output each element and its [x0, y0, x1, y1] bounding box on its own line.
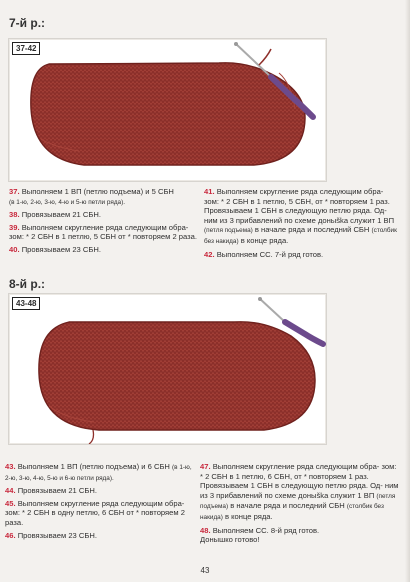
- section-title-row-8: 8-й р.:: [9, 277, 46, 291]
- page-spine-shadow: [405, 0, 410, 582]
- finish-note: Донышко готово!: [200, 535, 260, 545]
- step-40: 40. Провязываем 23 СБН.: [9, 244, 101, 254]
- step-37: 37. Выполняем 1 ВП (петлю подъема) и 5 СБН (в 1-ю, 2-ю, 3-ю, 4-ю и 5-ю петли ряда).: [9, 187, 174, 206]
- step-45: 45. Выполняем скругление ряда следующим обра- зом: * 2 СБН в одну петлю, 6 СБН от * повторяем 2 раза.: [5, 498, 185, 527]
- page-number: 43: [200, 566, 210, 575]
- step-48: 48. Выполняем СС. 8-й ряд готов. Донышко готово!: [200, 525, 320, 545]
- crochet-sole-image: [9, 39, 326, 181]
- step-46: 46. Провязываем 23 СБН.: [5, 530, 97, 540]
- instructions-left-row-7: [9, 187, 199, 258]
- instructions-right-row-7: [204, 187, 400, 262]
- instructions-left-row-8: [5, 462, 197, 543]
- step-43: 43. Выполняем 1 ВП (петлю подъема) и 6 СБН (в 1-ю, 2-ю, 3-ю, 4-ю, 5-ю и 6-ю петли ряда).: [5, 462, 192, 482]
- photo-row-8: [8, 293, 327, 445]
- step-44: 44. Провязываем 21 СБН.: [5, 486, 97, 496]
- photo-label: 37-42: [12, 42, 40, 55]
- photo-row-7: [8, 38, 327, 182]
- photo-label: 43-48: [12, 297, 40, 310]
- section-title-row-7: 7-й р.:: [9, 16, 46, 30]
- step-47: 47. Выполняем скругление ряда следующим обра- зом: * 2 СБН в 1 петлю, 6 СБН, от * повторяем 1 раз. Провязываем 1 СБН в следующую петлю ряда. Од- ним из 3 прибавлений по схеме доныška служит 1 ВП (петля подъема) в начале ряда и последний СБН (столбик без накида) в конце ряда.: [200, 462, 399, 521]
- instructions-right-row-8: [200, 462, 400, 548]
- crochet-sole-image: [9, 294, 326, 444]
- step-38: 38. Провязываем 21 СБН.: [9, 210, 101, 220]
- step-41: 41. Выполняем скругление ряда следующим обра- зом: * 2 СБН в 1 петлю, 5 СБН, от * повторяем 1 раз. Провязываем 1 СБН в следующую петлю ряда. Од- ним из 3 прибавлений по схеме доныška служит 1 ВП (петля подъема) в начале ряда и последний СБН (столбик без накида) в конце ряда.: [204, 187, 397, 245]
- step-39: 39. Выполняем скругление ряда следующим обра- зом: * 2 СБН в 1 петлю, 5 СБН от * повторяем 2 раза.: [9, 222, 197, 242]
- step-42: 42. Выполняем СС. 7-й ряд готов.: [204, 249, 324, 259]
